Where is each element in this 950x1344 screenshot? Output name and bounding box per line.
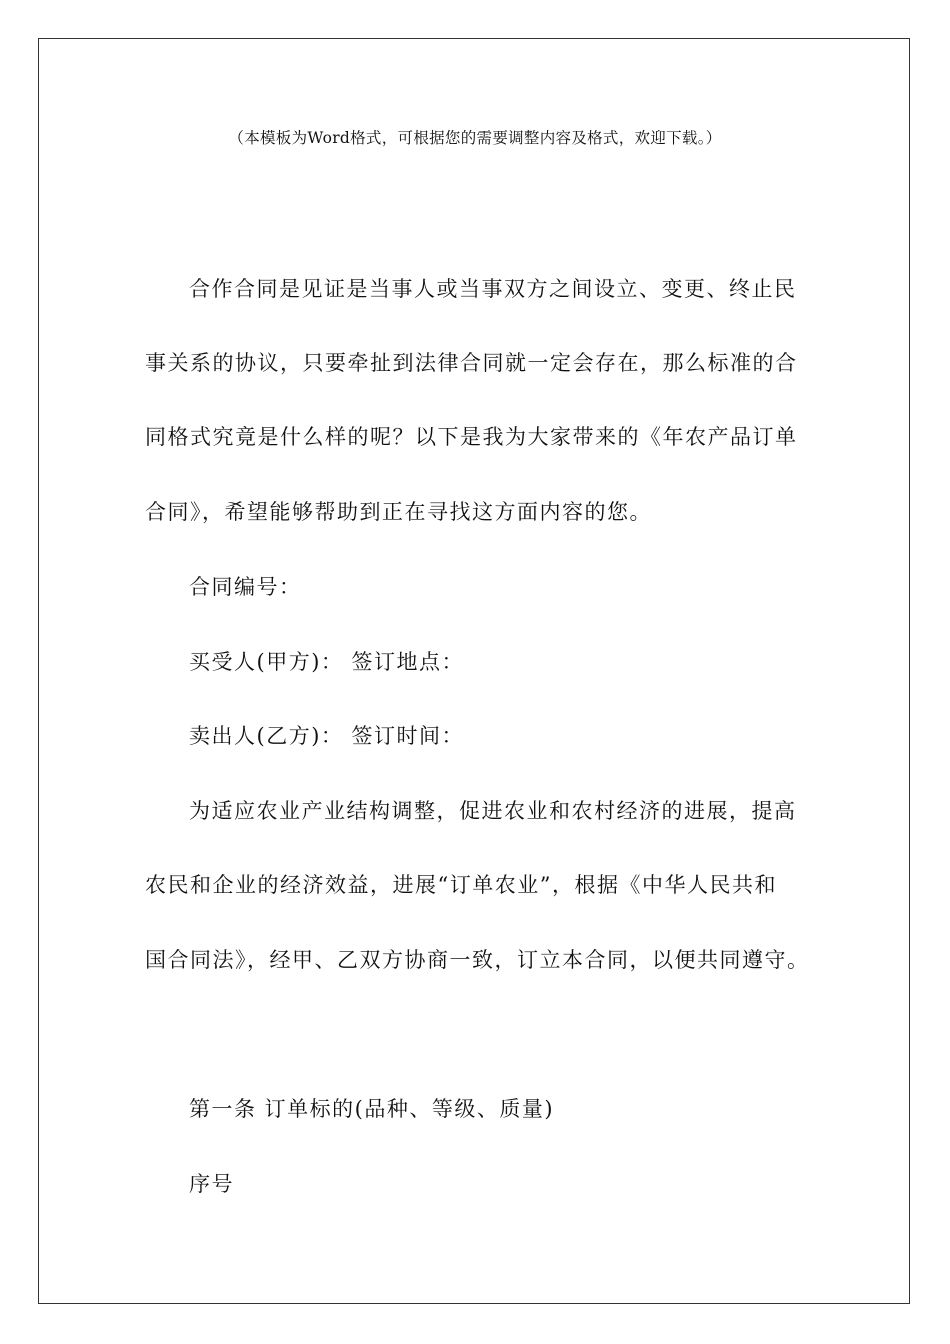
serial-number-label: 序号 <box>189 1172 234 1196</box>
purpose-line-1: 为适应农业产业结构调整，促进农业和农村经济的进展，提高 <box>189 799 797 823</box>
purpose-line-3: 国合同法》，经甲、乙双方协商一致，订立本合同，以便共同遵守。 <box>145 948 810 972</box>
intro-line-2: 事关系的协议，只要牵扯到法律合同就一定会存在，那么标准的合 <box>145 351 798 375</box>
intro-line-1: 合作合同是见证是当事人或当事双方之间设立、变更、终止民 <box>189 277 797 301</box>
intro-line-3: 同格式究竟是什么样的呢？以下是我为大家带来的《年农产品订单 <box>145 425 798 449</box>
seller-label: 卖出人(乙方)： 签订时间： <box>189 724 465 748</box>
buyer-label: 买受人(甲方)： 签订地点： <box>189 650 465 674</box>
purpose-line-2: 农民和企业的经济效益，进展“订单农业”，根据《中华人民共和 <box>145 873 777 897</box>
template-note: （本模板为Word格式，可根据您的需要调整内容及格式，欢迎下载。） <box>228 129 722 147</box>
article-1-heading: 第一条 订单标的(品种、等级、质量) <box>189 1097 555 1121</box>
contract-number-label: 合同编号： <box>189 575 302 599</box>
intro-line-4: 合同》，希望能够帮助到正在寻找这方面内容的您。 <box>145 500 652 524</box>
